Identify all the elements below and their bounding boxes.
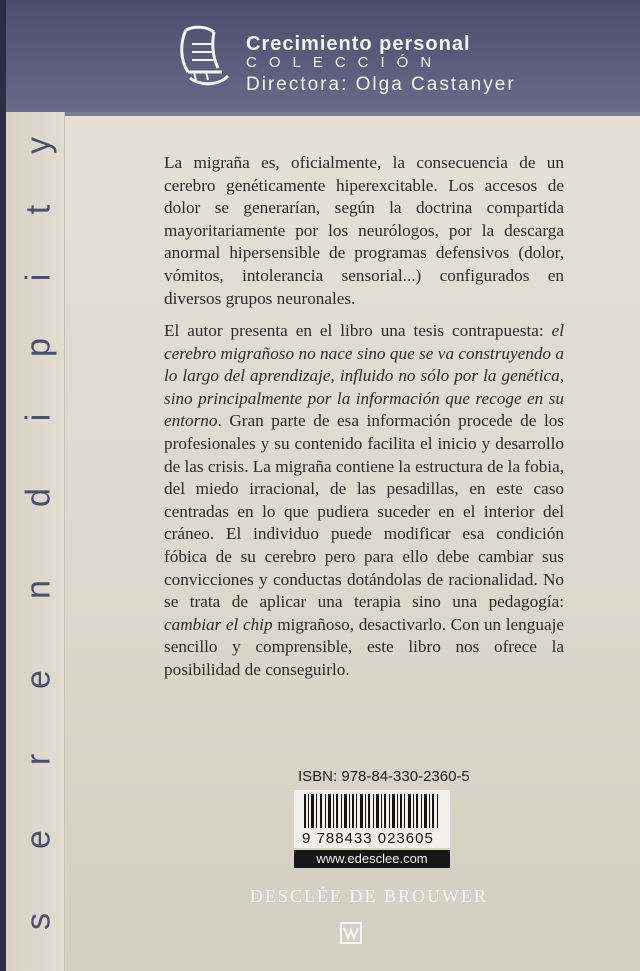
p2-text-e: migrañoso, desactivarlo. Con un lenguaje sencillo y comprensible, este libro nos ofrece la posibilidad de conseguirlo. bbox=[164, 614, 564, 679]
series-header-band bbox=[6, 0, 640, 116]
vertical-serendipity-word bbox=[6, 112, 65, 971]
spine-letter: y bbox=[19, 137, 58, 154]
barcode-number: 9 788433 023605 bbox=[302, 830, 434, 847]
p2-text-a: El autor presenta en el libro una tesis contrapuesta: bbox=[164, 321, 552, 340]
spine-letter: i bbox=[19, 273, 58, 282]
p2-italic-chip: cambiar el chip bbox=[164, 614, 273, 634]
spine-letter: i bbox=[19, 413, 58, 422]
spine-letter: n bbox=[19, 580, 58, 599]
p2-text-c: . Gran parte de esa información procede de los profesionales y su contenido facilita el inicio y desarrollo de las crisis. La migraña contiene la estructura de la fobia, del miedo irracional, de las pesadillas, en este caso centradas en lo que pudiera suceder en el interior del cráneo. El individuo puede modificar esa condición fóbica de su cerebro pero para ello debe cambiar sus convicciones y conductas dotándolas de racionalidad. No se trata de aplicar una terapia sino una pedagogía: bbox=[164, 411, 564, 612]
website-link[interactable]: www.edesclee.com bbox=[294, 850, 450, 868]
series-info bbox=[246, 34, 516, 95]
spine-letter: d bbox=[19, 488, 58, 507]
synopsis-paragraph-1: La migraña es, oficialmente, la consecuencia de un cerebro genéticamente hiperexcitable. Los accesos de dolor se generarían, según la doctrina compartida mayoritariamente por los neurólogos, por la descarga anormal hipersensible de programas defensivos (dolor, vómitos, intolerancia sensorial...) configurados en diversos grupos neuronales. bbox=[164, 153, 564, 308]
spine-letter: e bbox=[19, 830, 58, 849]
rocking-chair-icon bbox=[166, 20, 240, 94]
p2-italic-thesis: el cerebro migrañoso no nace sino que se va construyendo a lo largo del aprendizaje, influido no sólo por la genética, sino principalmente por la información que recoge en su entorno bbox=[164, 321, 564, 431]
synopsis-paragraph-2 bbox=[164, 320, 564, 682]
spine-letter: t bbox=[19, 204, 58, 215]
series-director: Directora: Olga Castanyer bbox=[246, 74, 516, 95]
book-back-cover bbox=[6, 0, 640, 971]
publisher-logo-icon bbox=[340, 922, 362, 944]
isbn-label: ISBN: 978-84-330-2360-5 bbox=[298, 768, 470, 785]
spine-letter: p bbox=[19, 338, 58, 357]
publisher-name: DESCLÉE DE BROUWER bbox=[250, 886, 488, 906]
spine-letter: e bbox=[19, 670, 58, 689]
spine-letter: r bbox=[19, 753, 58, 766]
spine-letter: s bbox=[19, 913, 58, 930]
series-collection: COLECCIÓN bbox=[246, 54, 444, 71]
series-title: Crecimiento personal bbox=[246, 33, 471, 55]
